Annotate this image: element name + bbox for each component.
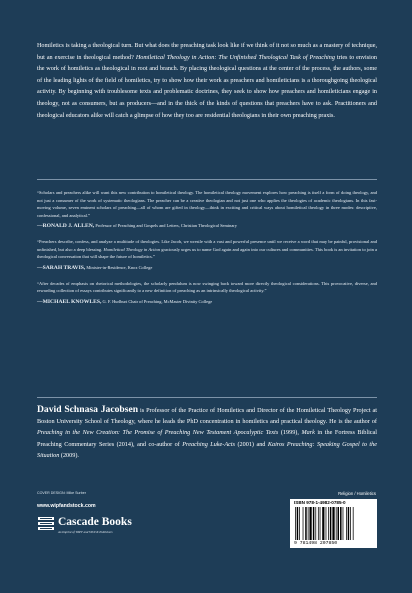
book-title-italic: Homiletical Theology in Action: The Unfinished Theological Task of Preaching bbox=[135, 54, 335, 61]
barcode-bar bbox=[332, 507, 334, 540]
author-name: David Schnasa Jacobsen bbox=[37, 404, 139, 415]
barcode-bar bbox=[315, 507, 316, 540]
bio-text: in the Fortress Biblical Preaching Commentary Series (2014), and co-author of bbox=[37, 429, 378, 448]
barcode-bar bbox=[348, 507, 350, 540]
publisher-logo bbox=[37, 515, 132, 545]
endorsements bbox=[37, 189, 377, 314]
endorser-name: —RONALD J. ALLEN, bbox=[37, 223, 95, 229]
barcode-bar bbox=[338, 507, 340, 540]
barcode-bar bbox=[318, 507, 319, 540]
endorsement-text-part: “Preachers describe, confess, and analyze a multitude of theologies. Like Jacob, we wrestle with a vast and powerful presence until we receive a word that may be painful, provisional and unfinished, but also a deep blessing. bbox=[37, 239, 377, 252]
bio-book-title: Preaching in the New Creation: The Promise of Preaching New Testament Apocalyptic Texts bbox=[37, 429, 279, 437]
barcode-bar bbox=[313, 507, 315, 540]
barcode-bar bbox=[336, 507, 337, 540]
book-stack-icon bbox=[37, 515, 55, 533]
bio-text: (2009). bbox=[59, 451, 79, 459]
bio-book-title: Preaching Luke-Acts bbox=[182, 440, 236, 448]
publisher-url: www.wipfandstock.com bbox=[37, 503, 96, 509]
barcode-bar bbox=[305, 507, 307, 540]
barcode-bar bbox=[299, 507, 300, 540]
endorsement-attribution bbox=[37, 264, 377, 272]
barcode-bars bbox=[294, 507, 373, 540]
endorsement-3 bbox=[37, 280, 377, 306]
author-bio bbox=[37, 404, 377, 461]
publisher-tagline: An Imprint of WIPF and STOCK Publishers bbox=[58, 530, 113, 534]
barcode-bar bbox=[295, 507, 296, 540]
endorsement-1 bbox=[37, 189, 377, 230]
cover-description bbox=[37, 41, 377, 122]
bio-book-title: Kairos Preaching: Speaking Gospel to the Situation bbox=[37, 440, 377, 459]
endorser-name: —MICHAEL KNOWLES, bbox=[37, 298, 102, 305]
endorser-role: G. F. Hurlburt Chair of Preaching, McMaster Divinity College bbox=[102, 298, 213, 304]
barcode-bar bbox=[303, 507, 304, 540]
barcode-bar bbox=[328, 507, 329, 540]
endorsement-text: “After decades of emphasis on rhetorical methodologies, the scholarly pendulum is now swinging back toward more directly theological considerations. This provocative, diverse, and rewarding collection of essays contributes significantly to a new definition of preaching as an intrinsically theological activity.” bbox=[37, 280, 377, 293]
barcode-number: 9 781498 207850 bbox=[294, 541, 338, 546]
barcode-bar bbox=[309, 507, 311, 540]
endorsement-text bbox=[37, 238, 377, 261]
endorsement-2 bbox=[37, 238, 377, 272]
divider-bottom bbox=[37, 397, 377, 398]
description-body: tries to envision the work of homiletics as theological in root and branch. By placing theological questions at the center of the process, the authors, some of the leading lights of the field of homiletics, try to show how their work as preachers and homileticians is a thoroughgoing theological activity. By beginning with troublesome texts and problematic doctrines, they seek to show how preachers and homileticians engage in theology, not as consumers, but as producers—and in the thick of the kinds of questions that preachers have to ask. Practitioners and theological educators alike will catch a glimpse of how they too are residential theologians in their own preaching praxis. bbox=[37, 54, 377, 119]
description-opening: Homiletics is taking a theological turn. But what does the preaching task look like if we think of it not so much as a mastery of technique, but an exercise in theological method? bbox=[37, 43, 377, 61]
category-label: Religion / Homiletics bbox=[338, 491, 376, 496]
bio-book-title: Mark bbox=[301, 429, 315, 437]
barcode-bar bbox=[330, 507, 332, 540]
endorsement-text: “Scholars and preachers alike will want this new contribution to homiletical theology. The homiletical theology movement explores how preaching is itself a form of doing theology, and not just a consumer of the work of systematic theologians. The preacher can be a creative theologian and not just one who applies the theologies of academic theologians. In this fast-moving volume, seven eminent scholars of preaching—all of whom are gifted in theology—think in exciting and critical ways about homiletical theology in three modes: descriptive, confessional, and analytical.” bbox=[37, 190, 377, 218]
barcode-bar bbox=[350, 507, 351, 540]
barcode-bar bbox=[340, 507, 342, 540]
barcode-bar bbox=[346, 507, 347, 540]
bio-text: (1999), bbox=[278, 429, 302, 437]
endorsement-attribution bbox=[37, 222, 377, 230]
endorsement-text-part: graciously urges us to name God again and again into our cultures and communities. This book is an invitation to join a theological conversation that will shape the future of homiletics.” bbox=[37, 246, 378, 259]
barcode bbox=[290, 499, 377, 548]
cover-design-credit: COVER DESIGN: Mike Surber bbox=[37, 491, 86, 495]
barcode-bar bbox=[322, 507, 324, 540]
publisher-name: Cascade Books bbox=[58, 516, 132, 528]
endorser-role: Professor of Preaching and Gospels and Letters, Christian Theological Seminary bbox=[95, 223, 237, 228]
bio-text: (2001) and bbox=[235, 440, 268, 448]
endorsement-book-title: Homiletical Theology in Action bbox=[103, 246, 161, 252]
barcode-bar bbox=[297, 507, 299, 540]
endorser-role: Minister-in-Residence, Knox College bbox=[86, 264, 153, 270]
divider-top bbox=[37, 179, 377, 180]
barcode-bar bbox=[353, 507, 354, 540]
barcode-bar bbox=[326, 507, 327, 540]
endorser-name: —SARAH TRAVIS, bbox=[37, 264, 86, 271]
bio-text: is Professor of the Practice of Homiletics and Director of the Homiletical Theology Project at Boston University School of Theology, where he leads the PhD concentration in homiletics and practical theology. He is the author of bbox=[37, 407, 377, 426]
barcode-bar bbox=[308, 507, 309, 540]
isbn-label: ISBN 978-1-4982-0785-0 bbox=[294, 500, 346, 505]
barcode-bar bbox=[320, 507, 321, 540]
endorsement-attribution bbox=[37, 298, 377, 306]
barcode-bar bbox=[343, 507, 344, 540]
